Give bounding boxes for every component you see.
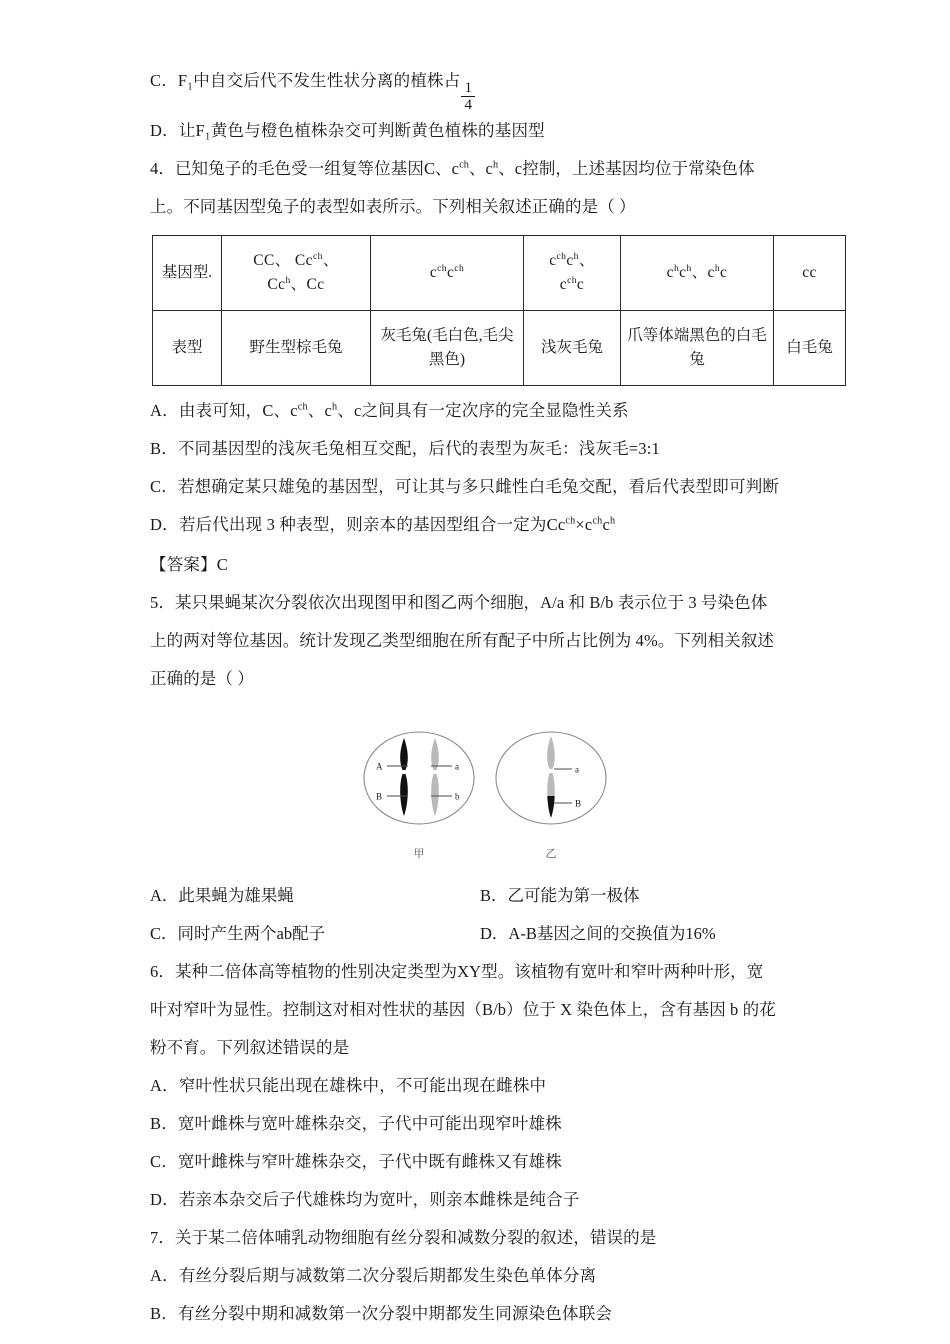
q4-option-d-part2: ×c: [575, 515, 593, 535]
cell-yi-svg: [492, 726, 610, 838]
q7-option-a: A．有丝分裂后期与减数第二次分裂后期都发生染色单体分离: [150, 1266, 597, 1286]
q4-stem-line2: 上。不同基因型兔子的表型如表所示。下列相关叙述正确的是（ ）: [150, 197, 636, 217]
q5-option-b: B．乙可能为第一极体: [480, 886, 640, 906]
q4-option-d-sup1: ch: [565, 515, 576, 527]
cell-yi-caption: 乙: [545, 848, 557, 861]
fraction-denominator: 4: [461, 96, 475, 112]
q6-stem-line1: 6．某种二倍体高等植物的性别决定类型为XY型。该植物有宽叶和窄叶两种叶形，宽: [150, 962, 764, 982]
label-a: a: [455, 761, 459, 772]
q4-option-b: B．不同基因型的浅灰毛兔相互交配，后代的表型为灰毛：浅灰毛=3:1: [150, 439, 660, 459]
q3-option-d: D．让F₁黄色与橙色植株杂交可判断黄色植株的基因型: [150, 121, 545, 141]
fraction-numerator: 1: [464, 79, 473, 97]
q4-stem-part1: 4．已知兔子的毛色受一组复等位基因C、c: [150, 159, 460, 179]
q4-stem-sup-h: h: [492, 159, 499, 171]
phenotype-cell-4: 爪等体端黑色的白毛兔: [621, 311, 774, 386]
label-a-yi: a: [575, 764, 579, 775]
label-B: B: [376, 791, 383, 802]
genotype-cell-2: $c^{ch}c^{ch}$: [371, 236, 524, 311]
phenotype-cell-2: 灰毛兔(毛白色,毛尖黑色): [371, 311, 524, 386]
q6-option-d: D．若亲本杂交后子代雄株均为宽叶，则亲本雌株是纯合子: [150, 1190, 580, 1210]
genotype-cell-4: $c^hc^h$、$c^hc$: [621, 236, 774, 311]
q7-option-b: B．有丝分裂中期和减数第一次分裂中期都发生同源染色体联会: [150, 1304, 613, 1324]
q4-option-d-part1: D．若后代出现 3 种表型，则亲本的基因型组合一定为Cc: [150, 515, 566, 535]
meiosis-cell-figure: [150, 726, 820, 861]
q5-options-row-1: [150, 877, 820, 915]
phenotype-cell-3: 浅灰毛兔: [524, 311, 621, 386]
q4-option-a-sup-ch: ch: [297, 401, 308, 413]
q4-option-d-sup2: ch: [592, 515, 603, 527]
table-row-phenotype: [153, 311, 846, 386]
q6-option-a: A．窄叶性状只能出现在雄株中，不可能出现在雌株中: [150, 1076, 547, 1096]
cell-jia-svg: [360, 726, 478, 838]
phenotype-cell-1: 野生型棕毛兔: [222, 311, 371, 386]
q5-option-d: D．A-B基因之间的交换值为16%: [480, 924, 716, 944]
cell-jia: [360, 726, 478, 861]
label-b: b: [455, 791, 460, 802]
label-A: A: [376, 761, 383, 772]
q7-stem: 7．关于某二倍体哺乳动物细胞有丝分裂和减数分裂的叙述，错误的是: [150, 1228, 657, 1248]
q5-options-row-2: [150, 915, 820, 953]
chromosome-gray-jia: [431, 738, 439, 816]
q4-option-a: [150, 392, 820, 430]
fraction-one-quarter: [461, 80, 475, 112]
q4-option-a-part3: 、c之间具有一定次序的完全显隐性关系: [337, 401, 629, 421]
q4-option-d: [150, 506, 820, 544]
q5-option-c: C．同时产生两个ab配子: [150, 924, 326, 944]
q5-stem-line1: 5．某只果蝇某次分裂依次出现图甲和图乙两个细胞，A/a 和 B/b 表示位于 3 号染色体: [150, 593, 768, 613]
phenotype-cell-5: 白毛兔: [774, 311, 846, 386]
cell-yi: [492, 726, 610, 861]
q6-option-c: C．宽叶雌株与窄叶雄株杂交，子代中既有雌株又有雄株: [150, 1152, 563, 1172]
q4-stem: [150, 150, 820, 188]
q5-option-a: A．此果蝇为雄果蝇: [150, 886, 294, 906]
genotype-cell-3: $c^{ch}c^h$、 $c^{ch}c$: [524, 236, 621, 311]
row-header-genotype: 基因型.: [153, 236, 222, 311]
q5-stem-line2: 上的两对等位基因。统计发现乙类型细胞在所有配子中所占比例为 4%。下列相关叙述: [150, 631, 775, 651]
rabbit-genotype-table: [152, 235, 846, 386]
label-B-yi: B: [575, 798, 582, 809]
q6-stem-line2: 叶对窄叶为显性。控制这对相对性状的基因（B/b）位于 X 染色体上，含有基因 b 的花: [150, 1000, 776, 1020]
row-header-phenotype: 表型: [153, 311, 222, 386]
q4-stem-sup-ch: ch: [459, 159, 469, 171]
q4-option-c: C．若想确定某只雄兔的基因型，可让其与多只雌性白毛兔交配，看后代表型即可判断: [150, 477, 780, 497]
q4-answer: 【答案】C: [150, 555, 229, 575]
q3-option-c: [150, 62, 820, 112]
q4-option-a-part2: 、c: [307, 401, 333, 421]
genotype-cell-1: CC、 $Cc^{ch}$、 Cc$^h$、Cc: [222, 236, 371, 311]
q6-stem-line3: 粉不育。下列叙述错误的是: [150, 1038, 350, 1058]
genotype-cell-5: cc: [774, 236, 846, 311]
table-row-genotype: [153, 236, 846, 311]
chromosome-black-jia: [400, 738, 408, 816]
q3-option-c-text: C．F₁中自交后代不发生性状分离的植株占: [150, 71, 461, 90]
q6-option-b: B．宽叶雌株与宽叶雄株杂交，子代中可能出现窄叶雄株: [150, 1114, 563, 1134]
q4-option-a-part1: A．由表可知，C、c: [150, 401, 298, 421]
q4-stem-part2: 、c: [468, 159, 493, 179]
q4-option-d-sup3: h: [610, 515, 616, 527]
cell-membrane-jia: [364, 732, 474, 824]
q5-stem-line3: 正确的是（ ）: [150, 669, 254, 689]
q4-option-d-part3: c: [602, 515, 611, 535]
q4-stem-part3: 、c控制，上述基因均位于常染色体: [498, 159, 755, 179]
chromosome-recombinant-yi: [542, 734, 560, 822]
cell-jia-caption: 甲: [413, 848, 425, 861]
q4-option-a-sup-h: h: [332, 401, 338, 413]
